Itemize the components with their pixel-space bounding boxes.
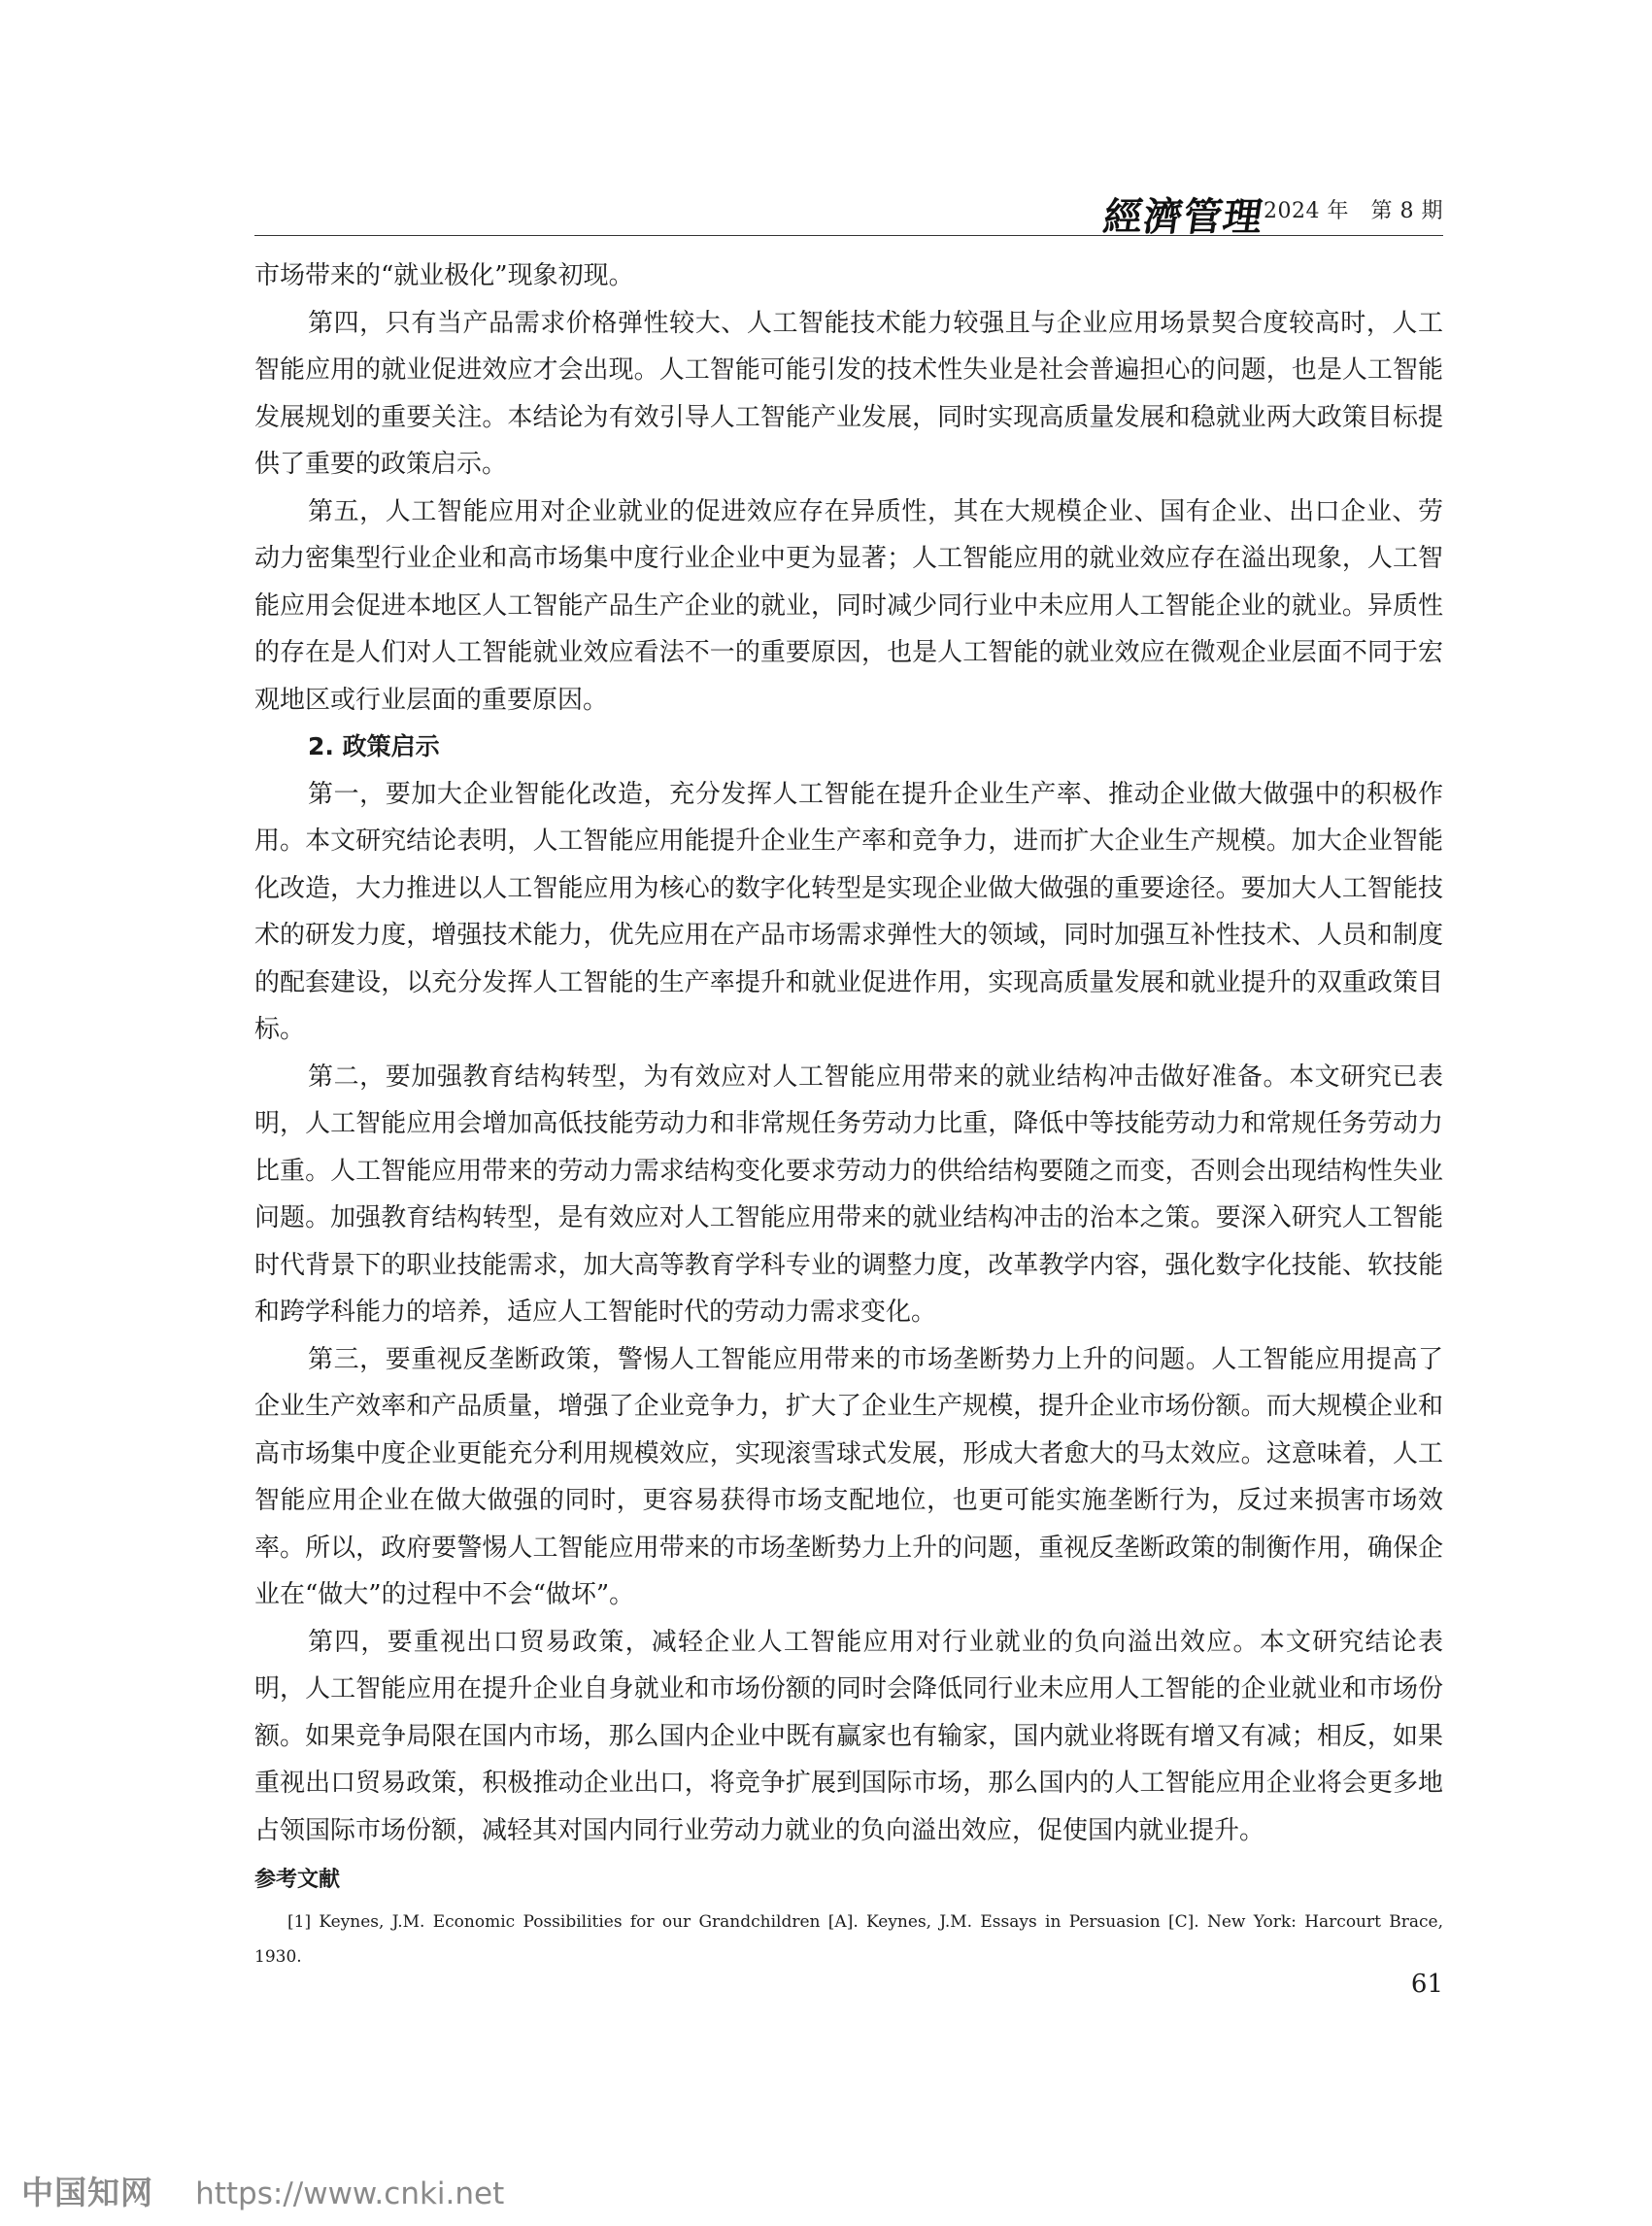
watermark-url: https://www.cnki.net [195, 2176, 505, 2211]
references-section [254, 1863, 1443, 1974]
reference-item: [1] Keynes, J.M. Economic Possibilities for our Grandchildren [A]. Keynes, J.M. Essays in Persuasion [C]. New York: Harcourt Brace, 1930. [254, 1912, 1443, 1967]
paragraph: 第四，要重视出口贸易政策，减轻企业人工智能应用对行业就业的负向溢出效应。本文研究结论表明，人工智能应用在提升企业自身就业和市场份额的同时会降低同行业未应用人工智能的企业就业和市场份额。如果竞争局限在国内市场，那么国内企业中既有赢家也有输家，国内就业将既有增又有减；相反，如果重视出口贸易政策，积极推动企业出口，将竞争扩展到国际市场，那么国内的人工智能应用企业将会更多地占领国际市场份额，减轻其对国内同行业劳动力就业的负向溢出效应，促使国内就业提升。 [254, 1627, 1443, 1845]
paragraph: 第四，只有当产品需求价格弹性较大、人工智能技术能力较强且与企业应用场景契合度较高时，人工智能应用的就业促进效应才会出现。人工智能可能引发的技术性失业是社会普遍担心的问题，也是人工智能发展规划的重要关注。本结论为有效引导人工智能产业发展，同时实现高质量发展和稳就业两大政策目标提供了重要的政策启示。 [254, 308, 1443, 479]
running-header [254, 186, 1443, 240]
watermark-name: 中国知网 [21, 2174, 153, 2211]
paragraph: 第五，人工智能应用对企业就业的促进效应存在异质性，其在大规模企业、国有企业、出口企业、劳动力密集型行业企业和高市场集中度行业企业中更为显著；人工智能应用的就业效应存在溢出现象，人工智能应用会促进本地区人工智能产品生产企业的就业，同时减少同行业中未应用人工智能企业的就业。异质性的存在是人们对人工智能就业效应看法不一的重要原因，也是人工智能的就业效应在微观企业层面不同于宏观地区或行业层面的重要原因。 [254, 496, 1443, 715]
paragraph: 第二，要加强教育结构转型，为有效应对人工智能应用带来的就业结构冲击做好准备。本文研究已表明，人工智能应用会增加高低技能劳动力和非常规任务劳动力比重，降低中等技能劳动力和常规任务劳动力比重。人工智能应用带来的劳动力需求结构变化要求劳动力的供给结构要随之而变，否则会出现结构性失业问题。加强教育结构转型，是有效应对人工智能应用带来的就业结构冲击的治本之策。要深入研究人工智能时代背景下的职业技能需求，加大高等教育学科专业的调整力度，改革教学内容，强化数字化技能、软技能和跨学科能力的培养，适应人工智能时代的劳动力需求变化。 [254, 1062, 1443, 1327]
references-heading: 参考文献 [254, 1868, 341, 1892]
page-number: 61 [1410, 1970, 1443, 1999]
paragraph: 市场带来的“就业极化”现象初现。 [254, 261, 634, 290]
cnki-watermark [21, 2168, 504, 2213]
journal-logo: 經濟管理 [1100, 194, 1266, 240]
article-body [254, 253, 1443, 1854]
issue-info: 2024 年 第 8 期 [1264, 199, 1443, 223]
paragraph: 第一，要加大企业智能化改造，充分发挥人工智能在提升企业生产率、推动企业做大做强中的积极作用。本文研究结论表明，人工智能应用能提升企业生产率和竞争力，进而扩大企业生产规模。加大企业智能化改造，大力推进以人工智能应用为核心的数字化转型是实现企业做大做强的重要途径。要加大人工智能技术的研发力度，增强技术能力，优先应用在产品市场需求弹性大的领域，同时加强互补性技术、人员和制度的配套建设，以充分发挥人工智能的生产率提升和就业促进作用，实现高质量发展和就业提升的双重政策目标。 [254, 779, 1443, 1044]
section-heading: 2. 政策启示 [308, 732, 440, 760]
paragraph: 第三，要重视反垄断政策，警惕人工智能应用带来的市场垄断势力上升的问题。人工智能应用提高了企业生产效率和产品质量，增强了企业竞争力，扩大了企业生产规模，提升企业市场份额。而大规模企业和高市场集中度企业更能充分利用规模效应，实现滚雪球式发展，形成大者愈大的马太效应。这意味着，人工智能应用企业在做大做强的同时，更容易获得市场支配地位，也更可能实施垄断行为，反过来损害市场效率。所以，政府要警惕人工智能应用带来的市场垄断势力上升的问题，重视反垄断政策的制衡作用，确保企业在“做大”的过程中不会“做坏”。 [254, 1344, 1443, 1609]
